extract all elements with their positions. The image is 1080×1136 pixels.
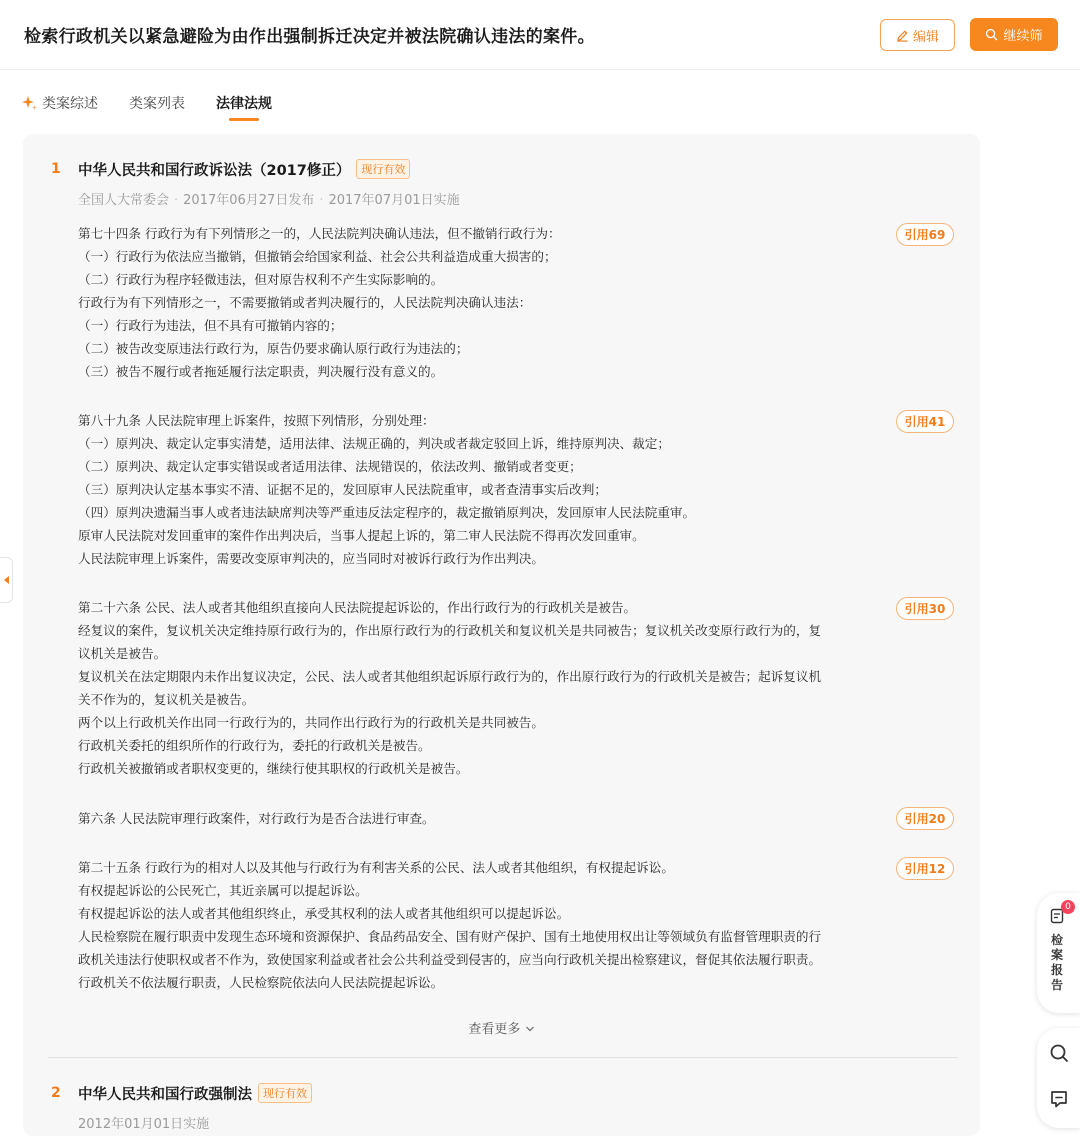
status-badge: 现行有效 [356, 159, 410, 179]
notification-badge: 0 [1061, 900, 1075, 914]
tab-label: 类案综述 [42, 96, 98, 112]
floating-toolbar [1037, 1028, 1080, 1128]
law-article [78, 856, 878, 994]
law-meta [78, 1113, 209, 1132]
article-line: （三）被告不履行或者拖延履行法定职责，判决履行没有意义的。 [78, 364, 444, 379]
search-icon [1048, 1042, 1070, 1064]
article-line: （一）行政行为依法应当撤销，但撤销会给国家利益、社会公共利益造成重大损害的； [78, 249, 557, 264]
article-line: 行政行为有下列情形之一，不需要撤销或者判决履行的，人民法院判决确认违法： [78, 295, 532, 310]
law-index: 2 [51, 1085, 61, 1101]
law-effective-date: 2017年07月01日实施 [328, 193, 460, 208]
collapse-arrow-button[interactable] [0, 557, 13, 603]
feedback-button[interactable] [1048, 1088, 1070, 1110]
case-report-button[interactable] [1037, 893, 1080, 1013]
feedback-icon [1048, 1088, 1070, 1110]
edit-button[interactable] [880, 19, 955, 51]
law-article [78, 596, 878, 780]
article-line: 人民法院审理上诉案件，需要改变原审判决的，应当同时对被诉行政行为作出判决。 [78, 551, 544, 566]
article-line: 经复议的案件，复议机关决定维持原行政行为的，作出原行政行为的行政机关和复议机关是共同被告；复议机关改变原行政行为的，复 [78, 623, 822, 638]
article-line: （二）被告改变原违法行政行为，原告仍要求确认原行政行为违法的； [78, 341, 469, 356]
article-line: （四）原判决遗漏当事人或者违法缺席判决等严重违反法定程序的，裁定撤销原判决，发回原审人民法院重审。 [78, 505, 696, 520]
article-line: 有权提起诉讼的公民死亡，其近亲属可以提起诉讼。 [78, 883, 368, 898]
top-bar [0, 0, 1080, 70]
article-line: 第八十九条 人民法院审理上诉案件，按照下列情形，分别处理： [78, 413, 435, 428]
law-article [78, 807, 878, 830]
article-line: 有权提起诉讼的法人或者其他组织终止，承受其权利的法人或者其他组织可以提起诉讼。 [78, 906, 570, 921]
search-icon [985, 28, 998, 41]
article-line: 行政机关被撤销或者职权变更的，继续行使其职权的行政机关是被告。 [78, 761, 469, 776]
article-line: 政机关违法行使职权或者不作为，致使国家利益或者社会公共利益受到侵害的，应当向行政机关提出检察建议，督促其依法履行职责。 [78, 952, 822, 967]
citation-count-badge[interactable]: 引用41 [896, 410, 954, 433]
article-line: 原审人民法院对发回重审的案件作出判决后，当事人提起上诉的，第二审人民法院不得再次发回重审。 [78, 528, 645, 543]
law-issuer: 全国人大常委会 [78, 193, 170, 208]
article-line: （一）原判决、裁定认定事实清楚，适用法律、法规正确的，判决或者裁定驳回上诉，维持原判决、裁定； [78, 436, 670, 451]
article-line: 复议机关在法定期限内未作出复议决定，公民、法人或者其他组织起诉原行政行为的，作出原行政行为的行政机关是被告；起诉复议机 [78, 669, 822, 684]
law-title[interactable] [78, 159, 410, 180]
arrow-left-icon [4, 576, 9, 584]
article-line: 人民检察院在履行职责中发现生态环境和资源保护、食品药品安全、国有财产保护、国有土地使用权出让等领域负有监督管理职责的行 [78, 929, 822, 944]
article-line: 第二十五条 行政行为的相对人以及其他与行政行为有利害关系的公民、法人或者其他组织，有权提起诉讼。 [78, 860, 674, 875]
law-effective-date: 2012年01月01日实施 [78, 1117, 210, 1132]
edit-label: 编辑 [912, 29, 939, 45]
divider [48, 1057, 958, 1058]
article-line: 行政机关委托的组织所作的行政行为，委托的行政机关是被告。 [78, 738, 431, 753]
case-report-label: 检案报告 [1051, 933, 1064, 992]
continue-filter-button[interactable] [970, 18, 1058, 51]
see-more-label: 查看更多 [468, 1022, 521, 1037]
article-line: 行政机关不依法履行职责，人民检察院依法向人民法院提起诉讼。 [78, 975, 444, 990]
article-line: （二）行政行为程序轻微违法，但对原告权利不产生实际影响的。 [78, 272, 444, 287]
citation-count-badge[interactable]: 引用12 [896, 857, 954, 880]
tab-case-list[interactable] [129, 88, 185, 118]
article-line: 两个以上行政机关作出同一行政行为的，共同作出行政行为的行政机关是共同被告。 [78, 715, 544, 730]
status-badge: 现行有效 [258, 1083, 312, 1103]
article-line: 第七十四条 行政行为有下列情形之一的，人民法院判决确认违法，但不撤销行政行为： [78, 226, 561, 241]
article-line: （二）原判决、裁定认定事实错误或者适用法律、法规错误的，依法改判、撤销或者变更； [78, 459, 582, 474]
tab-label: 法律法规 [216, 96, 272, 112]
law-article [78, 222, 878, 383]
law-index: 1 [51, 161, 61, 177]
continue-filter-label: 继续筛 [1003, 29, 1043, 44]
citation-count-badge[interactable]: 引用20 [896, 807, 954, 830]
law-title-text: 中华人民共和国行政诉讼法（2017修正） [78, 163, 351, 179]
chevron-down-icon [525, 1025, 535, 1033]
law-published-date: 2017年06月27日发布 [183, 193, 315, 208]
citation-count-badge[interactable]: 引用30 [896, 597, 954, 620]
tab-bar [22, 88, 303, 122]
pencil-icon [896, 29, 909, 42]
laws-panel [23, 134, 980, 1136]
article-line: 议机关是被告。 [78, 646, 167, 661]
law-title[interactable] [78, 1083, 312, 1104]
law-article [78, 409, 878, 570]
tab-laws-regulations[interactable] [216, 88, 272, 118]
see-more-link[interactable] [23, 1018, 980, 1037]
tab-case-summary[interactable] [22, 88, 98, 118]
article-line: （一）行政行为违法，但不具有可撤销内容的； [78, 318, 343, 333]
law-title-text: 中华人民共和国行政强制法 [78, 1087, 252, 1103]
article-line: （三）原判决认定基本事实不清、证据不足的，发回原审人民法院重审，或者查清事实后改判； [78, 482, 607, 497]
article-line: 第二十六条 公民、法人或者其他组织直接向人民法院提起诉讼的，作出行政行为的行政机关是被告。 [78, 600, 637, 615]
sparkle-icon [22, 95, 38, 111]
search-tool-button[interactable] [1048, 1042, 1070, 1064]
tab-label: 类案列表 [129, 96, 185, 112]
citation-count-badge[interactable]: 引用69 [896, 223, 954, 246]
page-title: 检索行政机关以紧急避险为由作出强制拆迁决定并被法院确认违法的案件。 [24, 27, 595, 47]
law-meta: 全国人大常委会 · 2017年06月27日发布 · 2017年07月01日实施 [78, 193, 460, 208]
article-line: 第六条 人民法院审理行政案件，对行政行为是否合法进行审查。 [78, 811, 435, 826]
article-line: 关不作为的，复议机关是被告。 [78, 692, 255, 707]
